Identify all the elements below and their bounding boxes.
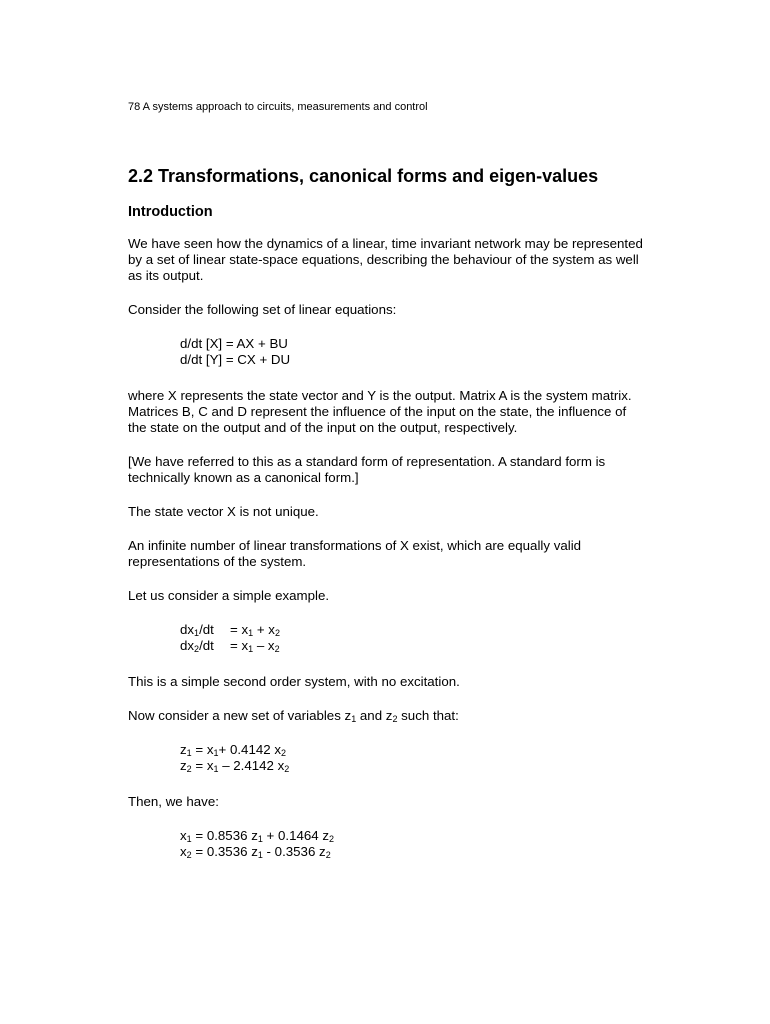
paragraph-simple-example: Let us consider a simple example. xyxy=(128,588,330,603)
example-equation-1: $dx_1/dt = x_1 + x_2$ xyxy=(180,622,280,638)
paragraph-where: where X represents the state vector and Y is the output. Matrix A is the system matrix. Matrices B, C and D represent the influence of the input on the state, the influence of the state on the output and of the input on the output, respectively. xyxy=(128,388,632,435)
paragraph-new-variables: Now consider a new set of variables $z_1$ and $z_2$ such that: xyxy=(128,708,459,724)
inverse-equation-2: $x_2 = 0.3536$ $z_1 - 0.3536$ $z_2$ xyxy=(180,844,331,860)
transform-equations xyxy=(180,742,648,774)
paragraph-then: Then, we have: xyxy=(128,794,219,809)
example-equations xyxy=(180,622,648,654)
transform-equation-1: $z_1 = x_1+ 0.4142$ $x_2$ xyxy=(180,742,286,758)
paragraph-not-unique: The state vector X is not unique. xyxy=(128,504,319,519)
page-body xyxy=(128,164,648,860)
paragraph-infinite-transformations: An infinite number of linear transformations of X exist, which are equally valid representations of the system. xyxy=(128,538,582,569)
running-header: 78 A systems approach to circuits, measurements and control xyxy=(128,101,428,113)
section-title: 2.2 Transformations, canonical forms and eigen-values xyxy=(128,166,599,186)
inverse-equation-1: $x_1 = 0.8536$ $z_1 + 0.1464$ $z_2$ xyxy=(180,828,335,844)
inverse-equations xyxy=(180,828,648,860)
paragraph-intro: We have seen how the dynamics of a linear, time invariant network may be represented by a set of linear state-space equations, describing the behaviour of the system as well as its output. xyxy=(128,236,643,283)
paragraph-consider-equations: Consider the following set of linear equations: xyxy=(128,302,397,317)
paragraph-second-order: This is a simple second order system, with no excitation. xyxy=(128,674,460,689)
paragraph-canonical-note: [We have referred to this as a standard form of representation. A standard form is technically known as a canonical form.] xyxy=(128,454,606,485)
equation-lhs: $dx_1/dt$ xyxy=(180,622,214,638)
transform-equation-2: $z_2 = x_1 - 2.4142$ $x_2$ xyxy=(180,758,290,774)
equation-output: d/dt [Y] = CX + DU xyxy=(180,352,291,367)
subheading-introduction: Introduction xyxy=(128,204,213,220)
equation-lhs: $dx_2/dt$ xyxy=(180,638,214,654)
state-space-equations xyxy=(180,336,648,368)
example-equation-2: $dx_2/dt = x_1 - x_2$ xyxy=(180,638,280,654)
equation-state: d/dt [X] = AX + BU xyxy=(180,336,288,351)
